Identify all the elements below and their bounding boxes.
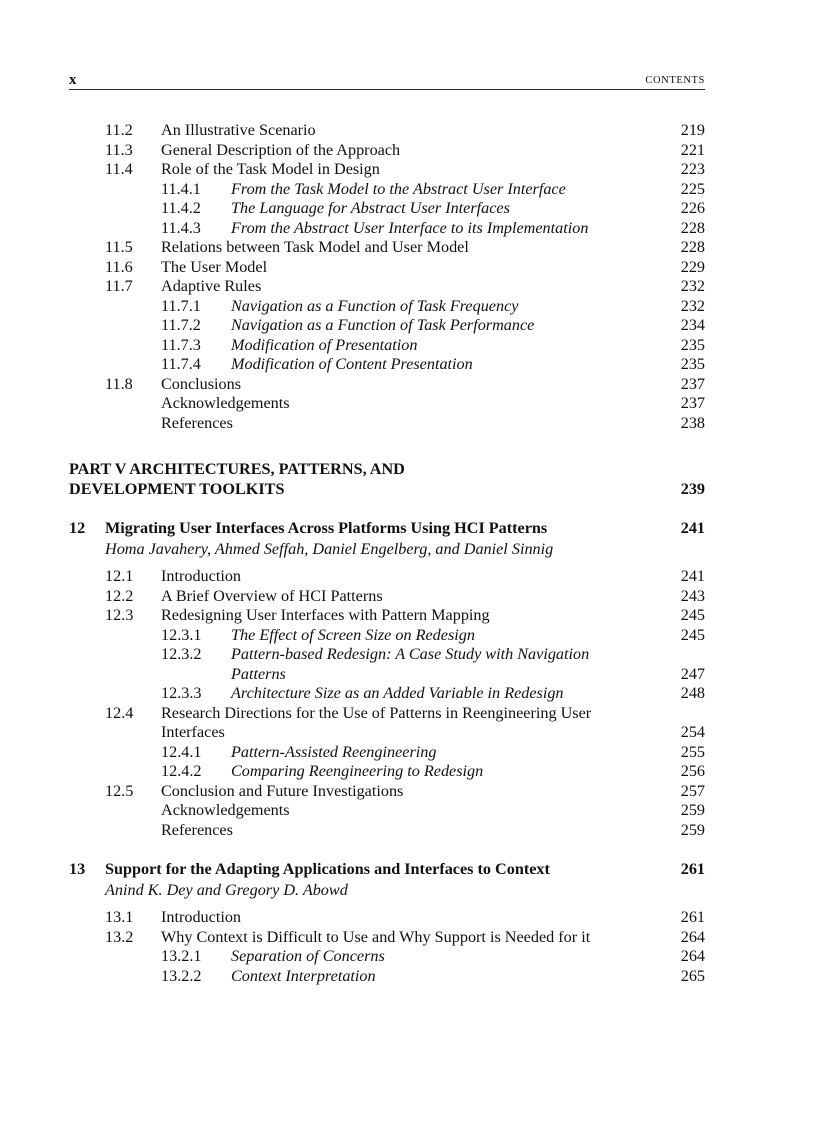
toc-entry bbox=[69, 414, 705, 434]
entry-title: Architecture Size as an Added Variable in Redesign bbox=[231, 684, 564, 702]
toc-entry bbox=[69, 762, 705, 782]
entry-page: 245 bbox=[680, 606, 705, 624]
toc-entry bbox=[69, 336, 705, 356]
entry-title: The User Model bbox=[161, 257, 268, 276]
toc-entry bbox=[69, 219, 705, 239]
toc-entry bbox=[69, 801, 705, 821]
entry-title: Navigation as a Function of Task Frequency bbox=[231, 296, 519, 315]
entry-page: 241 bbox=[680, 567, 705, 585]
entry-title: Modification of Content Presentation bbox=[231, 355, 473, 373]
part-title-line1: PART V ARCHITECTURES, PATTERNS, AND bbox=[69, 460, 405, 478]
entry-title: Research Directions for the Use of Patterns in Reengineering User bbox=[161, 703, 592, 722]
chapter-heading-12 bbox=[69, 519, 705, 540]
entry-title: Comparing Reengineering to Redesign bbox=[231, 762, 484, 780]
authors-text: Homa Javahery, Ahmed Seffah, Daniel Engelberg, and Daniel Sinnig bbox=[105, 540, 554, 558]
entry-number: 12.3 bbox=[105, 606, 134, 624]
entry-number: 11.3 bbox=[105, 140, 133, 159]
entry-page: 232 bbox=[680, 296, 705, 315]
toc-entry bbox=[69, 704, 705, 724]
entry-number: 11.5 bbox=[105, 238, 133, 256]
chapter-page: 261 bbox=[680, 860, 705, 878]
spacer bbox=[69, 840, 705, 860]
entry-number: 13.2.1 bbox=[161, 947, 202, 965]
spacer bbox=[69, 433, 705, 459]
entry-page: 261 bbox=[680, 908, 705, 926]
entry-page: 225 bbox=[680, 179, 705, 198]
entry-number: 13.2 bbox=[105, 927, 134, 946]
entry-page: 238 bbox=[680, 413, 705, 432]
toc-entry bbox=[69, 743, 705, 763]
toc-entry bbox=[69, 394, 705, 414]
toc-entry bbox=[69, 908, 705, 928]
toc-entry bbox=[69, 928, 705, 948]
entry-page: 243 bbox=[680, 586, 705, 605]
entry-number: 12.3.3 bbox=[161, 684, 202, 702]
toc-entry bbox=[69, 355, 705, 375]
toc-entry bbox=[69, 626, 705, 646]
toc-block-chapter-13 bbox=[69, 908, 705, 986]
entry-number: 11.4.3 bbox=[161, 218, 201, 237]
entry-title: Interfaces bbox=[161, 723, 225, 741]
entry-title: General Description of the Approach bbox=[161, 140, 401, 159]
entry-title: Navigation as a Function of Task Performance bbox=[231, 316, 535, 334]
entry-title: Pattern-based Redesign: A Case Study with Navigation bbox=[231, 645, 590, 663]
entry-title: A Brief Overview of HCI Patterns bbox=[161, 586, 383, 605]
page-folio: x bbox=[69, 72, 77, 88]
entry-number: 11.2 bbox=[105, 121, 133, 139]
entry-page: 257 bbox=[680, 781, 705, 800]
entry-number: 11.7.4 bbox=[161, 355, 201, 373]
entry-title: An Illustrative Scenario bbox=[161, 121, 316, 139]
entry-page: 248 bbox=[680, 684, 705, 702]
chapter-number: 12 bbox=[69, 519, 86, 537]
entry-number: 11.7.2 bbox=[161, 316, 201, 334]
toc-entry bbox=[69, 180, 705, 200]
entry-page: 259 bbox=[680, 820, 705, 839]
entry-title: Redesigning User Interfaces with Pattern Mapping bbox=[161, 606, 490, 624]
toc-block-chapter-12 bbox=[69, 567, 705, 840]
entry-number: 12.4.1 bbox=[161, 742, 202, 761]
entry-number: 11.6 bbox=[105, 257, 133, 276]
toc-entry bbox=[69, 238, 705, 258]
entry-page: 237 bbox=[680, 394, 705, 412]
toc-entry bbox=[69, 567, 705, 587]
toc-entry bbox=[69, 375, 705, 395]
entry-title: Conclusion and Future Investigations bbox=[161, 781, 404, 800]
entry-page: 237 bbox=[680, 374, 705, 393]
entry-number: 11.4 bbox=[105, 160, 133, 178]
entry-page: 255 bbox=[680, 742, 705, 761]
entry-title: Acknowledgements bbox=[161, 801, 290, 819]
chapter-title: Support for the Adapting Applications and Interfaces to Context bbox=[105, 860, 550, 878]
entry-number: 12.3.2 bbox=[161, 645, 202, 663]
entry-page: 232 bbox=[680, 277, 705, 295]
entry-page: 264 bbox=[680, 927, 705, 946]
entry-number: 11.7 bbox=[105, 277, 133, 295]
entry-title: Separation of Concerns bbox=[231, 947, 385, 965]
entry-page: 259 bbox=[680, 801, 705, 819]
entry-page: 256 bbox=[680, 762, 705, 780]
entry-page: 254 bbox=[680, 723, 705, 741]
toc-entry bbox=[69, 723, 705, 743]
entry-page: 221 bbox=[680, 140, 705, 159]
entry-number: 12.1 bbox=[105, 567, 134, 585]
part-heading bbox=[69, 459, 705, 479]
entry-number: 12.4 bbox=[105, 703, 134, 722]
toc-entry bbox=[69, 684, 705, 704]
entry-page: 264 bbox=[680, 947, 705, 965]
chapter-heading-13 bbox=[69, 860, 705, 881]
entry-title: Introduction bbox=[161, 567, 242, 585]
entry-title: Why Context is Difficult to Use and Why Support is Needed for it bbox=[161, 927, 591, 946]
part-title-line2: DEVELOPMENT TOOLKITS bbox=[69, 480, 285, 498]
entry-title: Role of the Task Model in Design bbox=[161, 160, 380, 178]
chapter-number: 13 bbox=[69, 860, 86, 878]
toc-entry bbox=[69, 967, 705, 987]
part-page: 239 bbox=[680, 480, 705, 498]
entry-page: 265 bbox=[680, 966, 705, 985]
entry-page: 223 bbox=[680, 160, 705, 178]
entry-number: 11.7.3 bbox=[161, 335, 201, 354]
entry-page: 229 bbox=[680, 257, 705, 276]
toc-entry bbox=[69, 606, 705, 626]
part-heading-line2 bbox=[69, 479, 705, 499]
toc-entry bbox=[69, 160, 705, 180]
entry-title: Acknowledgements bbox=[161, 394, 290, 412]
toc-entry bbox=[69, 121, 705, 141]
entry-page: 235 bbox=[680, 335, 705, 354]
entry-number: 13.2.2 bbox=[161, 966, 202, 985]
entry-title: Conclusions bbox=[161, 374, 242, 393]
chapter-title: Migrating User Interfaces Across Platforms Using HCI Patterns bbox=[105, 519, 548, 537]
chapter-authors-12 bbox=[69, 540, 705, 567]
entry-number: 12.2 bbox=[105, 586, 134, 605]
toc-entry bbox=[69, 199, 705, 219]
page-header bbox=[69, 71, 705, 90]
entry-number: 13.1 bbox=[105, 908, 134, 926]
toc-entry bbox=[69, 645, 705, 665]
toc-entry bbox=[69, 665, 705, 685]
toc-entry bbox=[69, 297, 705, 317]
entry-number: 11.4.1 bbox=[161, 179, 201, 198]
chapter-authors-13 bbox=[69, 881, 705, 908]
entry-title: Patterns bbox=[231, 664, 286, 683]
entry-number: 12.4.2 bbox=[161, 762, 202, 780]
authors-text: Anind K. Dey and Gregory D. Abowd bbox=[105, 881, 348, 899]
toc-entry bbox=[69, 587, 705, 607]
entry-number: 11.7.1 bbox=[161, 296, 201, 315]
entry-title: Pattern-Assisted Reengineering bbox=[231, 742, 437, 761]
entry-title: From the Task Model to the Abstract User Interface bbox=[231, 179, 566, 198]
toc-block-chapter-11 bbox=[69, 121, 705, 433]
entry-title: Modification of Presentation bbox=[231, 335, 418, 354]
entry-number: 11.8 bbox=[105, 374, 133, 393]
entry-number: 12.3.1 bbox=[161, 625, 202, 644]
toc-entry bbox=[69, 821, 705, 841]
toc-entry bbox=[69, 258, 705, 278]
toc-entry bbox=[69, 947, 705, 967]
toc-entry bbox=[69, 277, 705, 297]
entry-page: 245 bbox=[680, 625, 705, 644]
entry-page: 219 bbox=[680, 121, 705, 139]
entry-page: 235 bbox=[680, 355, 705, 373]
chapter-page: 241 bbox=[680, 519, 705, 537]
entry-title: The Effect of Screen Size on Redesign bbox=[231, 625, 475, 644]
entry-page: 247 bbox=[680, 664, 705, 683]
table-of-contents bbox=[69, 121, 705, 986]
entry-title: References bbox=[161, 820, 233, 839]
running-head: CONTENTS bbox=[645, 75, 705, 86]
entry-title: From the Abstract User Interface to its Implementation bbox=[231, 218, 589, 237]
entry-title: Relations between Task Model and User Model bbox=[161, 238, 469, 256]
entry-title: References bbox=[161, 413, 233, 432]
entry-title: Adaptive Rules bbox=[161, 277, 262, 295]
entry-page: 228 bbox=[680, 238, 705, 256]
entry-title: Context Interpretation bbox=[231, 966, 376, 985]
spacer bbox=[69, 499, 705, 519]
toc-entry bbox=[69, 782, 705, 802]
toc-entry bbox=[69, 141, 705, 161]
entry-number: 12.5 bbox=[105, 781, 134, 800]
entry-page: 226 bbox=[680, 199, 705, 217]
entry-title: The Language for Abstract User Interfaces bbox=[231, 199, 510, 217]
entry-number: 11.4.2 bbox=[161, 199, 201, 217]
entry-title: Introduction bbox=[161, 908, 242, 926]
toc-entry bbox=[69, 316, 705, 336]
entry-page: 234 bbox=[680, 316, 705, 334]
entry-page: 228 bbox=[680, 218, 705, 237]
